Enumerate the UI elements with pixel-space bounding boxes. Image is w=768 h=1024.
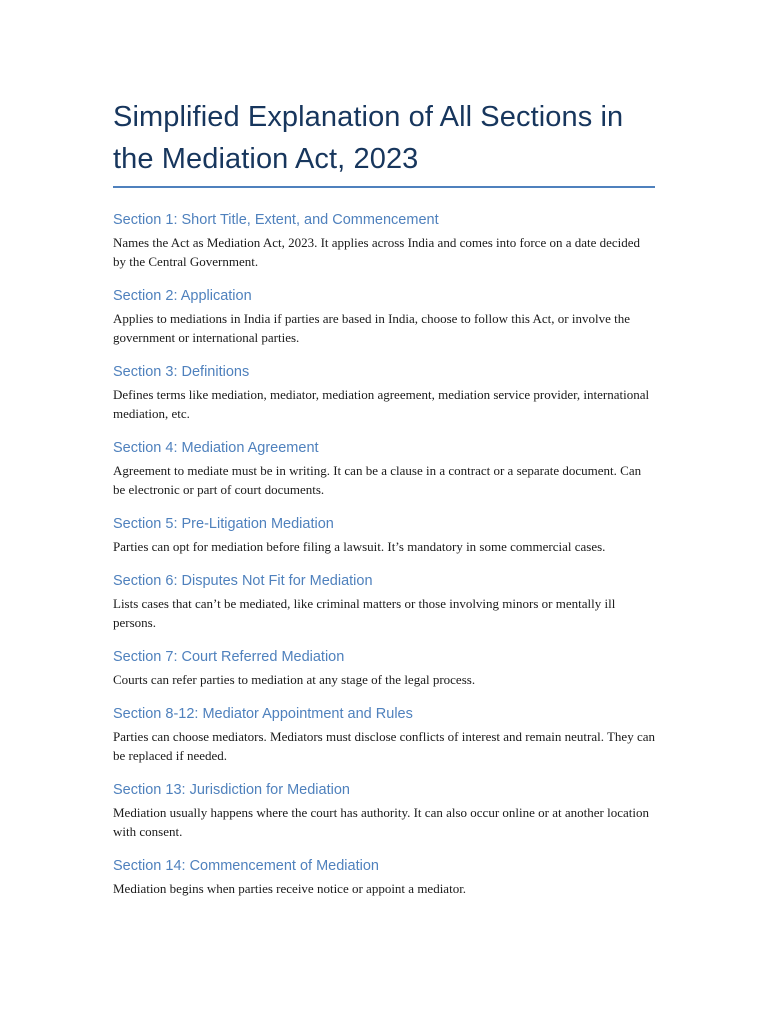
section-body: Defines terms like mediation, mediator, mediation agreement, mediation service provider, international mediation, etc. (113, 387, 650, 421)
section-body: Agreement to mediate must be in writing. It can be a clause in a contract or a separate document. Can be electronic or part of court documents. (113, 463, 642, 497)
section-heading: Section 5: Pre-Litigation Mediation (113, 516, 334, 532)
document-title: Simplified Explanation of All Sections in the Mediation Act, 2023 (113, 101, 624, 175)
document-page (113, 96, 655, 913)
section-heading: Section 1: Short Title, Extent, and Commencement (113, 212, 439, 228)
section-body: Parties can opt for mediation before filing a lawsuit. It’s mandatory in some commercial cases. (113, 539, 606, 554)
section-heading: Section 4: Mediation Agreement (113, 440, 319, 456)
title-underline (113, 186, 655, 188)
section-heading: Section 13: Jurisdiction for Mediation (113, 782, 350, 798)
section-heading: Section 6: Disputes Not Fit for Mediation (113, 573, 373, 589)
section-8-12 (113, 704, 655, 765)
section-heading: Section 7: Court Referred Mediation (113, 649, 345, 665)
section-body: Lists cases that can’t be mediated, like criminal matters or those involving minors or mentally ill persons. (113, 596, 616, 630)
section-body: Mediation usually happens where the court has authority. It can also occur online or at another location with consent. (113, 805, 649, 839)
section-heading: Section 3: Definitions (113, 364, 250, 380)
section-3 (113, 362, 655, 423)
section-6 (113, 571, 655, 632)
section-body: Mediation begins when parties receive notice or appoint a mediator. (113, 881, 467, 896)
section-13 (113, 780, 655, 841)
section-4 (113, 438, 655, 499)
section-heading: Section 2: Application (113, 288, 252, 304)
section-body: Courts can refer parties to mediation at any stage of the legal process. (113, 672, 476, 687)
section-1 (113, 210, 655, 271)
section-heading: Section 8-12: Mediator Appointment and Rules (113, 706, 413, 722)
section-7 (113, 647, 655, 689)
section-heading: Section 14: Commencement of Mediation (113, 858, 379, 874)
section-body: Applies to mediations in India if parties are based in India, choose to follow this Act, or involve the government or international parties. (113, 311, 630, 345)
section-body: Parties can choose mediators. Mediators must disclose conflicts of interest and remain neutral. They can be replaced if needed. (113, 729, 655, 763)
section-5 (113, 514, 655, 556)
section-14 (113, 856, 655, 898)
section-2 (113, 286, 655, 347)
section-body: Names the Act as Mediation Act, 2023. It applies across India and comes into force on a date decided by the Central Government. (113, 235, 641, 269)
